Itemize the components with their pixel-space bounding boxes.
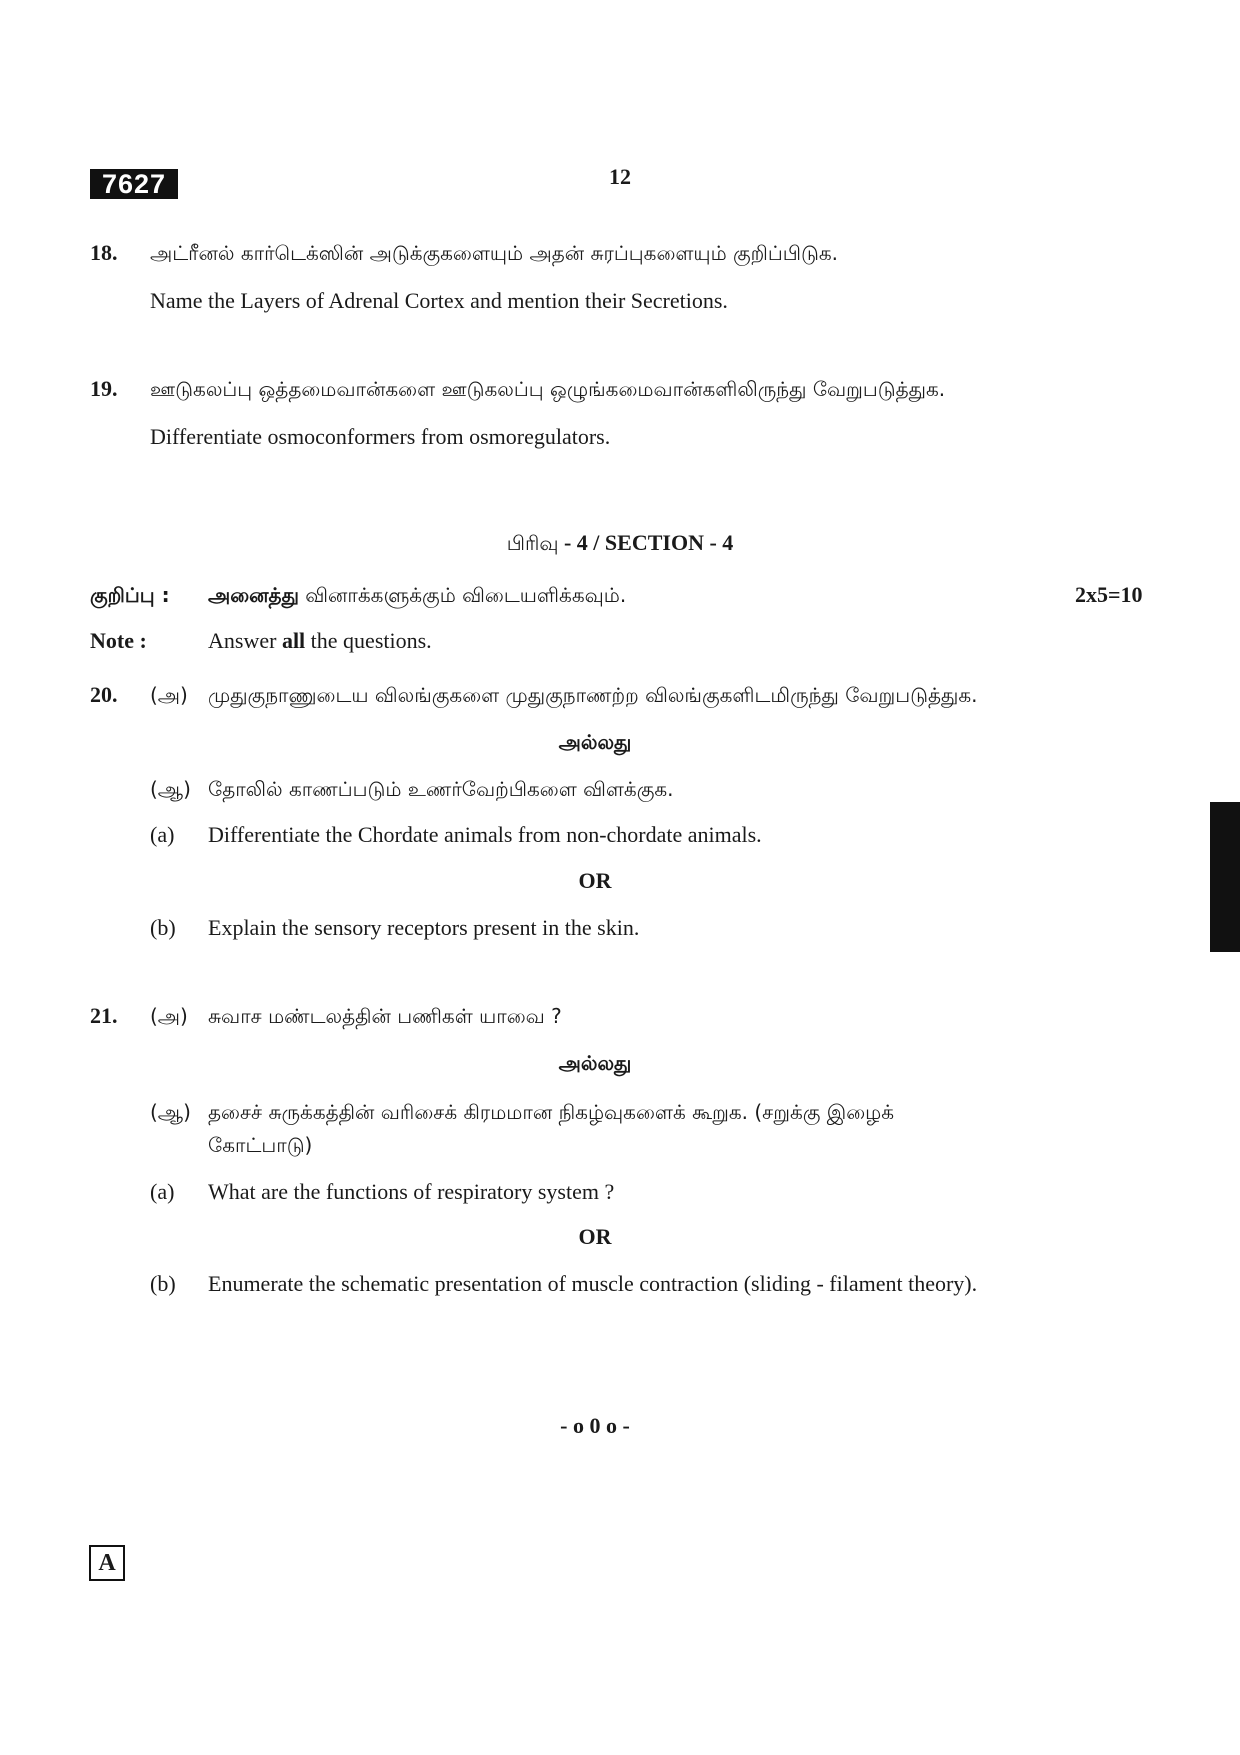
q20-a-english-label: (a) <box>150 822 175 847</box>
q20-or-tamil: அல்லது <box>558 730 632 754</box>
note-english-bold: all <box>281 628 306 653</box>
question-19-english: Differentiate osmoconformers from osmoregulators. <box>150 424 611 449</box>
q21-b-english-label: (b) <box>150 1271 176 1296</box>
q20-b-english: Explain the sensory receptors present in the skin. <box>208 915 640 940</box>
q21-b-english: Enumerate the schematic presentation of muscle contraction (sliding - filament theory). <box>208 1271 978 1296</box>
end-of-paper-mark: - o 0 o - <box>560 1413 630 1438</box>
note-english-pre: Answer <box>208 628 282 653</box>
note-tamil-text <box>208 583 626 610</box>
q21-a-english: What are the functions of respiratory system ? <box>208 1179 615 1204</box>
q20-or-english: OR <box>578 868 612 893</box>
question-18-english: Name the Layers of Adrenal Cortex and mention their Secretions. <box>150 288 728 313</box>
q21-a-english-label: (a) <box>150 1179 175 1204</box>
note-tamil-rest: வினாக்களுக்கும் விடையளிக்கவும். <box>298 583 627 607</box>
q20-a-english: Differentiate the Chordate animals from non-chordate animals. <box>208 822 762 847</box>
question-18-number: 18. <box>90 240 118 265</box>
q20-b-tamil-label: (ஆ) <box>150 777 191 801</box>
paper-version-box: A <box>89 1545 125 1581</box>
section-heading-tamil: பிரிவு <box>506 531 559 555</box>
q21-or-tamil: அல்லது <box>558 1051 632 1075</box>
q21-a-tamil-label: (அ) <box>150 1004 188 1028</box>
q21-b-tamil-line2: கோட்பாடு) <box>208 1133 313 1157</box>
question-18-tamil: அட்ரீனல் கார்டெக்ஸின் அடுக்குகளையும் அதன் சுரப்புகளையும் குறிப்பிடுக. <box>150 241 839 265</box>
note-english-text <box>208 628 432 654</box>
note-tamil-bold: அனைத்து <box>208 583 299 607</box>
note-english-post: the questions. <box>305 628 432 653</box>
page-number: 12 <box>609 164 631 189</box>
note-english-label: Note : <box>90 628 147 653</box>
paper-code: 7627 <box>90 169 178 199</box>
q20-a-tamil: முதுகுநாணுடைய விலங்குகளை முதுகுநாணற்ற விலங்குகளிடமிருந்து வேறுபடுத்துக. <box>208 683 978 707</box>
question-19-number: 19. <box>90 376 118 401</box>
q20-a-tamil-label: (அ) <box>150 683 188 707</box>
q21-or-english: OR <box>578 1224 612 1249</box>
q21-b-tamil-line1: தசைச் சுருக்கத்தின் வரிசைக் கிரமமான நிகழ்வுகளைக் கூறுக. (சறுக்கு இழைக் <box>208 1100 895 1124</box>
section-marks: 2x5=10 <box>1075 582 1143 607</box>
q21-a-tamil: சுவாச மண்டலத்தின் பணிகள் யாவை ? <box>208 1004 562 1028</box>
note-tamil-label: குறிப்பு : <box>90 583 170 607</box>
section-heading <box>0 530 1240 558</box>
q20-b-tamil: தோலில் காணப்படும் உணர்வேற்பிகளை விளக்குக. <box>208 777 674 801</box>
q21-b-tamil-label: (ஆ) <box>150 1100 191 1124</box>
question-19-tamil: ஊடுகலப்பு ஒத்தமைவான்களை ஊடுகலப்பு ஒழுங்கமைவான்களிலிருந்து வேறுபடுத்துக. <box>150 377 946 401</box>
q20-b-english-label: (b) <box>150 915 176 940</box>
question-20-number: 20. <box>90 682 118 707</box>
page-edge-marker <box>1210 802 1240 952</box>
question-21-number: 21. <box>90 1003 118 1028</box>
section-heading-english: - 4 / SECTION - 4 <box>558 530 734 555</box>
